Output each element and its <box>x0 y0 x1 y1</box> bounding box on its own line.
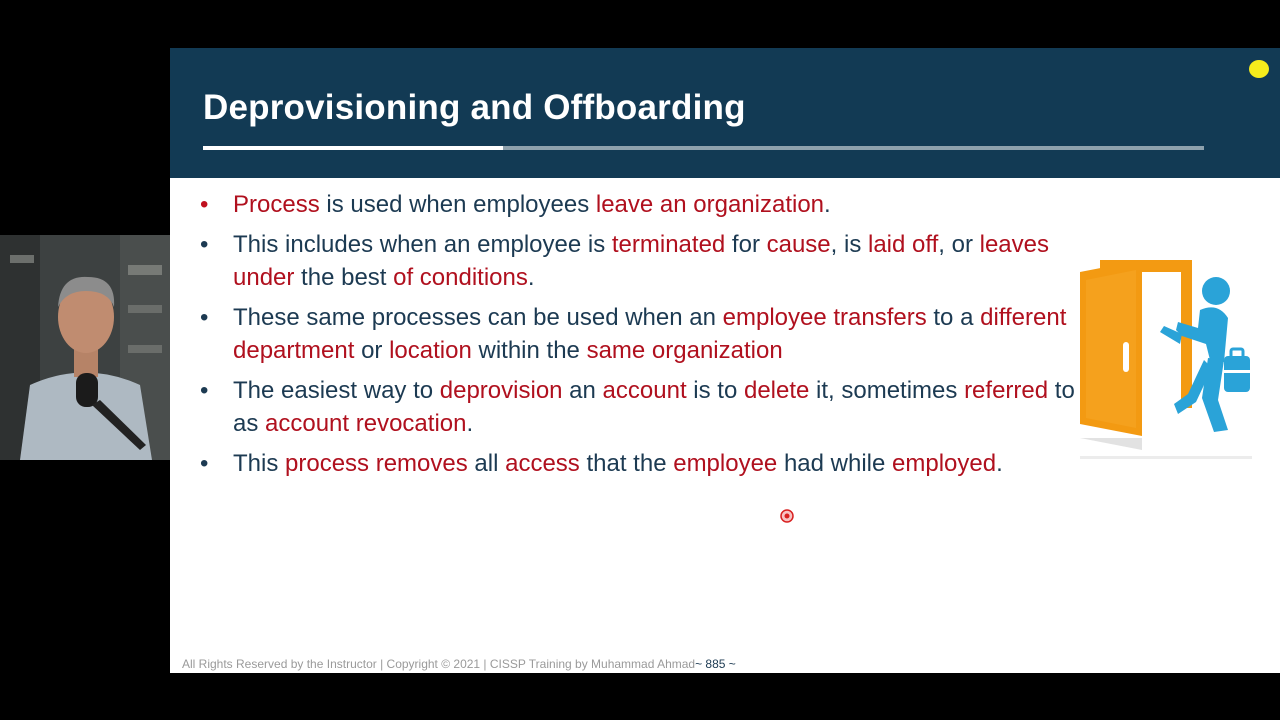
presenter-video-frame <box>0 235 170 460</box>
bullet-text: . <box>824 191 831 218</box>
highlighted-term: employed <box>892 450 997 477</box>
bullet-marker: • <box>200 231 209 258</box>
bullet-text: . <box>466 410 474 437</box>
bullet-text: These same processes can be used when an <box>233 304 723 331</box>
bullet-text: within the <box>471 337 587 364</box>
bullet-text: , or <box>938 231 980 258</box>
highlighted-term: leaves under <box>233 231 1049 291</box>
bullet-text: the best <box>294 264 394 291</box>
highlighted-term: same organization <box>586 337 783 364</box>
highlighted-term: of conditions <box>393 264 528 291</box>
bullet-text: all <box>467 450 506 477</box>
bullet-text: The easiest way to <box>233 377 440 404</box>
page-number: ~ 885 ~ <box>695 657 736 671</box>
highlighted-term: Process <box>233 191 320 218</box>
bullet-item <box>200 447 1080 480</box>
title-underline-progress <box>203 146 503 150</box>
slide <box>170 48 1280 673</box>
bullet-marker: • <box>200 450 209 477</box>
bullet-text: . <box>527 264 535 291</box>
bullet-marker: • <box>200 304 209 331</box>
bullet-text: is to <box>686 377 744 404</box>
bullet-item <box>200 301 1080 367</box>
bullet-item <box>200 188 1080 221</box>
highlighted-term: employee transfers <box>722 304 927 331</box>
bullet-text: . <box>996 450 1003 477</box>
bullet-marker: • <box>200 191 209 218</box>
bullet-list <box>200 188 1080 487</box>
highlighted-term: employee <box>673 450 778 477</box>
highlighted-term: referred <box>964 377 1049 404</box>
bullet-text: an <box>562 377 603 404</box>
highlighted-term: terminated <box>611 231 726 258</box>
bullet-item <box>200 374 1080 440</box>
highlighted-term: process removes <box>285 450 468 477</box>
footer-copyright: All Rights Reserved by the Instructor | Copyright © 2021 | CISSP Training by Muhammad Ahmad <box>182 657 696 671</box>
bullet-text: had while <box>777 450 893 477</box>
highlighted-term: account revocation <box>265 410 467 437</box>
bullet-text: for <box>725 231 767 258</box>
highlighted-term: different department <box>233 304 1067 364</box>
presenter-webcam <box>0 235 170 460</box>
highlighted-term: deprovision <box>439 377 563 404</box>
bullet-text: that the <box>579 450 674 477</box>
highlighted-term: cause <box>766 231 831 258</box>
slide-header <box>170 48 1280 178</box>
highlighted-term: access <box>505 450 580 477</box>
highlighted-term: location <box>389 337 472 364</box>
bullet-text: , is <box>830 231 868 258</box>
recording-indicator-dot <box>1249 60 1269 78</box>
bullet-text: to a <box>926 304 981 331</box>
highlighted-term: leave an organization <box>595 191 825 218</box>
bullet-text: it, sometimes <box>809 377 965 404</box>
bullet-text: to as <box>233 377 1075 437</box>
bullet-text: This includes when an employee is <box>233 231 612 258</box>
highlighted-term: account <box>602 377 687 404</box>
slide-footer <box>182 657 736 671</box>
bullet-text: is used when employees <box>319 191 596 218</box>
highlighted-term: laid off <box>868 231 939 258</box>
highlighted-term: delete <box>743 377 810 404</box>
bullet-marker: • <box>200 377 209 404</box>
slide-title: Deprovisioning and Offboarding <box>203 88 746 127</box>
bullet-item <box>200 228 1080 294</box>
pointer-highlight-icon <box>780 509 794 523</box>
person-leaving-door-icon <box>1078 260 1254 462</box>
bullet-text: or <box>354 337 390 364</box>
bullet-text: This <box>233 450 286 477</box>
